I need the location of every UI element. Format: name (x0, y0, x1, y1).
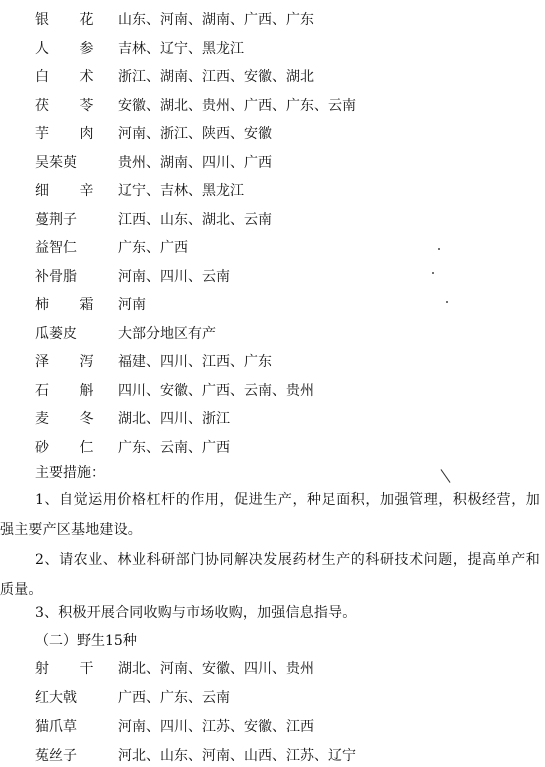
herb-row (0, 123, 545, 145)
herb-regions: 浙江、湖南、江西、安徽、湖北 (118, 69, 314, 85)
herb-regions: 福建、四川、江西、广东 (118, 354, 272, 370)
herb-name: 蔓荆子 (35, 211, 77, 228)
herb-name: 麦 冬 (35, 411, 107, 427)
herb-regions: 江西、山东、湖北、云南 (118, 211, 272, 228)
herb-name: 补骨脂 (35, 268, 77, 285)
herb-row (0, 380, 545, 402)
scan-speck (446, 301, 448, 303)
herb-name: 细 辛 (35, 183, 107, 199)
herb-row (0, 180, 545, 202)
herb-row (0, 437, 545, 459)
herb-regions: 河南、四川、江苏、安徽、江西 (118, 719, 314, 735)
herb-row (0, 408, 545, 430)
herb-regions: 河北、山东、河南、山西、江苏、辽宁 (118, 748, 356, 764)
herb-name: 瓜蒌皮 (35, 325, 77, 342)
herb-regions: 广东、广西 (118, 240, 188, 256)
scan-mark (441, 469, 451, 483)
herb-row (0, 745, 545, 767)
herb-row (0, 658, 545, 680)
measure-item-1: 1、自觉运用价格杠杆的作用，促进生产，种足面积，加强管理，积极经营，加强主要产区基地建设。 (0, 492, 540, 538)
herb-row (0, 152, 545, 174)
herb-regions: 贵州、湖南、四川、广西 (118, 154, 272, 171)
herb-regions: 广西、广东、云南 (118, 690, 230, 706)
herb-row (0, 716, 545, 738)
herb-row (0, 323, 545, 345)
herb-name: 茯 苓 (35, 97, 107, 114)
wild-section-heading: （二）野生15种 (35, 633, 137, 649)
herb-regions: 安徽、湖北、贵州、广西、广东、云南 (118, 97, 356, 114)
herb-regions: 湖北、河南、安徽、四川、贵州 (118, 661, 314, 677)
herb-name: 白 术 (35, 69, 107, 85)
herb-name: 红大戟 (35, 690, 77, 706)
herb-row (0, 687, 545, 709)
herb-row (0, 351, 545, 373)
herb-regions: 山东、河南、湖南、广西、广东 (118, 12, 314, 28)
herb-name: 泽 泻 (35, 354, 107, 370)
herb-row (0, 209, 545, 231)
measures-heading: 主要措施： (35, 465, 105, 481)
herb-name: 射 干 (35, 661, 107, 677)
herb-name: 吴茱萸 (35, 154, 77, 171)
herb-name: 石 斛 (35, 382, 107, 399)
herb-name: 猫爪草 (35, 719, 77, 735)
herb-regions: 河南、浙江、陕西、安徽 (118, 126, 272, 142)
herb-name: 砂 仁 (35, 439, 107, 456)
herb-name: 银 花 (35, 12, 107, 28)
measure-item-3: 3、积极开展合同收购与市场收购，加强信息指导。 (35, 605, 357, 621)
herb-regions: 大部分地区有产 (118, 325, 216, 342)
herb-row (0, 266, 545, 288)
herb-regions: 吉林、辽宁、黑龙江 (118, 40, 244, 57)
scan-speck (438, 248, 440, 250)
herb-row (0, 66, 545, 88)
herb-regions: 辽宁、吉林、黑龙江 (118, 183, 244, 199)
herb-name: 芋 肉 (35, 126, 107, 142)
herb-name: 益智仁 (35, 240, 77, 256)
herb-row (0, 95, 545, 117)
herb-regions: 河南、四川、云南 (118, 268, 230, 285)
herb-regions: 广东、云南、广西 (118, 439, 230, 456)
scan-speck (432, 272, 434, 274)
herb-name: 菟丝子 (35, 748, 77, 764)
herb-row (0, 294, 545, 316)
herb-name: 人 参 (35, 40, 107, 57)
herb-row (0, 38, 545, 60)
herb-regions: 四川、安徽、广西、云南、贵州 (118, 382, 314, 399)
herb-row (0, 237, 545, 259)
herb-row (0, 9, 545, 31)
herb-regions: 湖北、四川、浙江 (118, 411, 230, 427)
measure-item-2: 2、请农业、林业科研部门协同解决发展药材生产的科研技术问题，提高单产和质量。 (0, 552, 540, 598)
herb-regions: 河南 (118, 297, 146, 313)
herb-name: 柿 霜 (35, 297, 107, 313)
